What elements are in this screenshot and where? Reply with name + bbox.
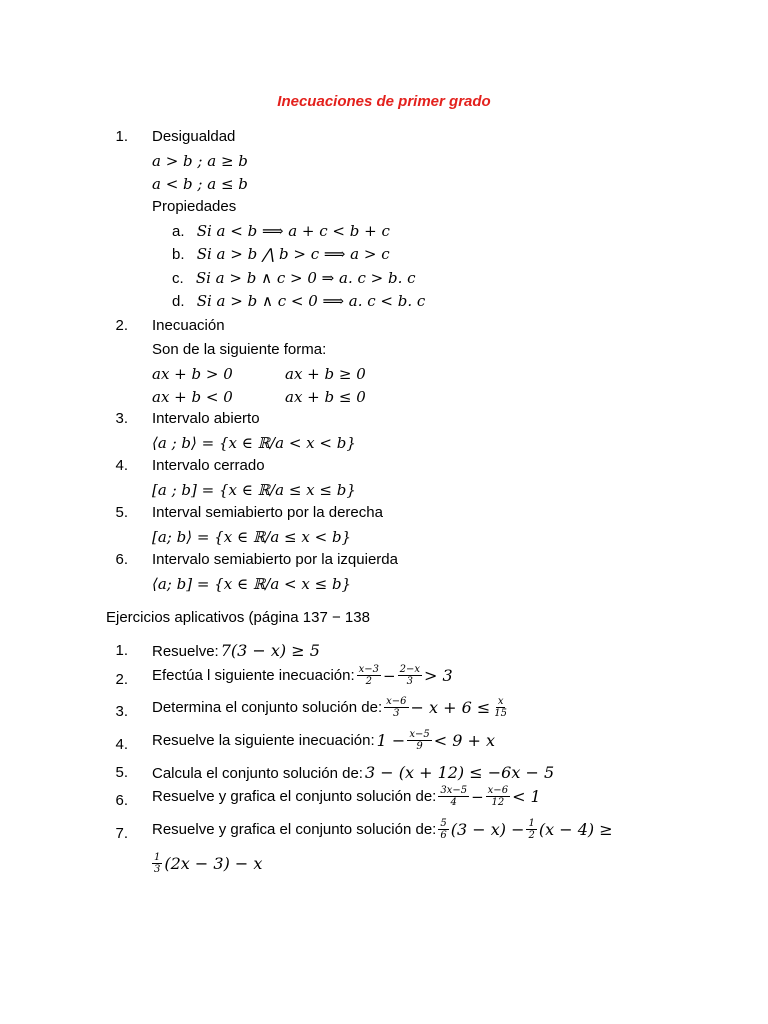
section-label: Intervalo abierto	[152, 410, 260, 427]
section-number: 1.	[115, 128, 128, 145]
exercise-math-tail: < 1	[512, 786, 541, 806]
exercise-number: 7.	[115, 825, 128, 842]
inecuacion-form-1: ax + b > 0	[152, 365, 233, 383]
exercise-number: 1.	[115, 642, 128, 659]
denominator: 3	[406, 676, 413, 687]
denominator: 2	[528, 830, 535, 841]
exercise-math-tail: < 9 + x	[433, 730, 495, 750]
section-number: 2.	[115, 317, 128, 334]
property-letter: d.	[172, 293, 185, 310]
denominator: 9	[416, 741, 423, 752]
fraction	[384, 696, 408, 719]
section-number: 6.	[115, 551, 128, 568]
denominator: 15	[494, 708, 508, 719]
denominator: 4	[450, 797, 457, 808]
document-title: Inecuaciones de primer grado	[277, 93, 491, 110]
numerator: x−3	[358, 664, 380, 675]
fraction	[486, 785, 510, 808]
exercise-math-mid: − x + 6 ≤	[410, 697, 491, 717]
semiabierto-izquierda-formula: ⟨a; b] = {x ∈ ℝ/a < x ≤ b}	[152, 575, 352, 593]
property-d	[172, 291, 425, 312]
property-b	[172, 244, 390, 265]
fraction	[438, 785, 469, 808]
propiedades-label: Propiedades	[152, 198, 237, 215]
fraction	[492, 696, 509, 719]
denominator: 2	[365, 676, 373, 687]
desigualdad-line-2: a < b ; a ≤ b	[152, 175, 248, 193]
numerator: 1	[528, 818, 535, 829]
property-letter: b.	[172, 246, 185, 263]
section-label: Intervalo semiabierto por la izquierda	[152, 551, 398, 568]
exercise-label: Resuelve y grafica el conjunto solución de:	[152, 787, 437, 805]
section-label: Desigualdad	[152, 128, 236, 145]
inecuacion-form-3: ax + b < 0	[152, 388, 233, 406]
property-text: Si a < b ⟹ a + c < b + c	[196, 222, 390, 240]
exercise-label: Resuelve la siguiente inecuación:	[152, 731, 375, 749]
section-number: 4.	[115, 457, 128, 474]
numerator: 1	[154, 852, 161, 863]
fraction	[152, 852, 162, 875]
exercise-math-tail: > 3	[424, 665, 453, 685]
section-number: 3.	[115, 410, 128, 427]
numerator: x	[497, 696, 504, 707]
property-a	[172, 221, 390, 242]
exercise-math-head: 1 −	[376, 730, 406, 750]
exercise-number: 2.	[115, 671, 128, 688]
property-text: Si a > b ∧ c < 0 ⟹ a. c < b. c	[196, 292, 426, 310]
operator: −	[471, 787, 484, 806]
operator: −	[383, 666, 396, 685]
exercise-math-mid: (3 − x) −	[450, 819, 525, 839]
semiabierto-derecha-formula: [a; b⟩ = {x ∈ ℝ/a ≤ x < b}	[152, 528, 352, 546]
exercise-label: Resuelve y grafica el conjunto solución de:	[152, 820, 437, 838]
numerator: 3x−5	[440, 785, 468, 796]
inecuacion-intro: Son de la siguiente forma:	[152, 341, 327, 358]
intervalo-abierto-formula: ⟨a ; b⟩ = {x ∈ ℝ/a < x < b}	[152, 434, 356, 452]
section-label: Intervalo cerrado	[152, 457, 265, 474]
denominator: 3	[154, 864, 161, 875]
exercise-number: 4.	[115, 736, 128, 753]
exercise-7-continuation	[150, 852, 262, 875]
section-number: 5.	[115, 504, 128, 521]
ejercicios-heading: Ejercicios aplicativos (página 137 − 138	[106, 609, 370, 626]
property-c	[172, 268, 416, 289]
property-letter: c.	[172, 270, 184, 287]
denominator: 3	[393, 708, 400, 719]
numerator: x−6	[386, 696, 407, 707]
exercise-math: 7(3 − x) ≥ 5	[220, 641, 320, 660]
exercise-label: Efectúa l siguiente inecuación:	[152, 666, 355, 684]
exercise-math: 3 − (x + 12) ≤ −6x − 5	[364, 763, 555, 782]
exercise-label: Resuelve:	[152, 643, 219, 660]
fraction	[526, 818, 536, 841]
exercise-label: Calcula el conjunto solución de:	[152, 765, 363, 782]
property-letter: a.	[172, 223, 185, 240]
fraction	[398, 664, 422, 687]
exercise-label: Determina el conjunto solución de:	[152, 698, 383, 716]
intervalo-cerrado-formula: [a ; b] = {x ∈ ℝ/a ≤ x ≤ b}	[152, 481, 356, 499]
numerator: x−6	[487, 785, 509, 796]
fraction	[438, 818, 448, 841]
exercise-number: 3.	[115, 703, 128, 720]
numerator: 2−x	[399, 664, 420, 675]
fraction	[407, 729, 431, 752]
section-label: Interval semiabierto por la derecha	[152, 504, 383, 521]
denominator: 6	[440, 830, 447, 841]
exercise-number: 6.	[115, 792, 128, 809]
inecuacion-form-2: ax + b ≥ 0	[285, 365, 366, 383]
numerator: x−5	[409, 729, 430, 740]
desigualdad-line-1: a > b ; a ≥ b	[152, 152, 248, 170]
numerator: 5	[440, 818, 447, 829]
property-text: Si a > b ⋀ b > c ⟹ a > c	[196, 245, 390, 263]
property-text: Si a > b ∧ c > 0 ⇒ a. c > b. c	[195, 269, 416, 287]
fraction	[357, 664, 381, 687]
section-label: Inecuación	[152, 317, 225, 334]
exercise-number: 5.	[115, 764, 128, 781]
exercise-math-tail: (2x − 3) − x	[164, 853, 263, 873]
denominator: 12	[491, 797, 505, 808]
exercise-math-tail: (x − 4) ≥	[538, 819, 613, 839]
inecuacion-form-4: ax + b ≤ 0	[285, 388, 366, 406]
